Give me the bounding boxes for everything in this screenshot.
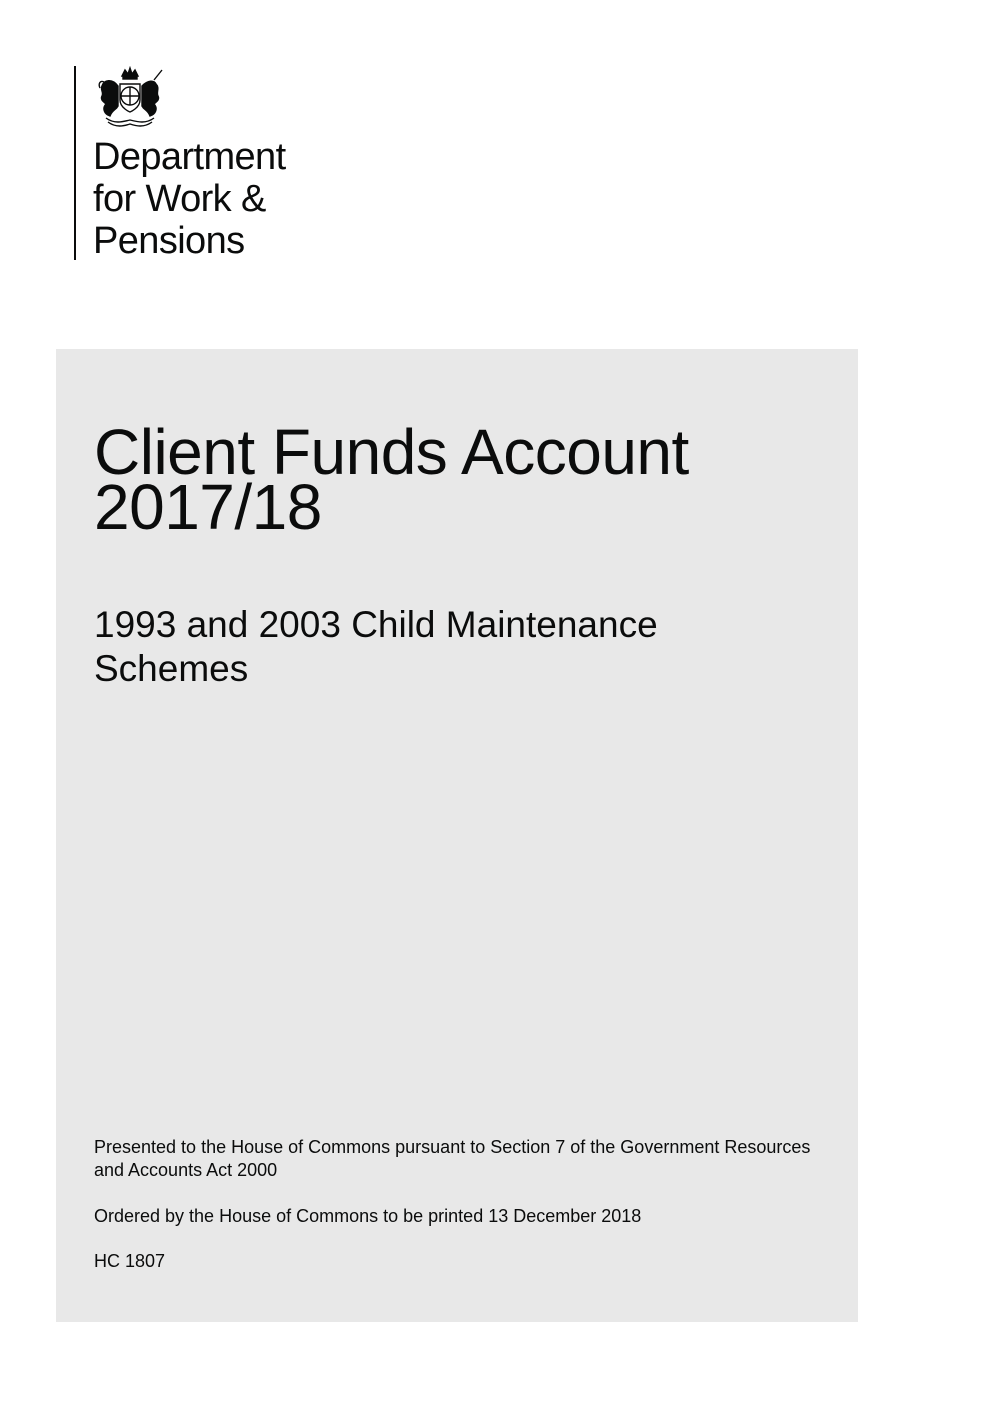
department-name	[93, 136, 286, 262]
department-name-line: Department	[93, 136, 286, 178]
ordered-statement: Ordered by the House of Commons to be printed 13 December 2018	[94, 1206, 642, 1226]
department-name-line: for Work &	[93, 178, 266, 220]
cover-panel	[56, 349, 858, 1322]
department-name-line: Pensions	[93, 220, 245, 262]
logo-divider-rule	[74, 66, 76, 260]
document-title-line: Client Funds Account	[94, 416, 689, 488]
royal-coat-of-arms-icon	[92, 66, 168, 128]
presented-statement: Presented to the House of Commons pursuant to Section 7 of the Government Resources and Accounts Act 2000	[94, 1137, 811, 1180]
document-subtitle: 1993 and 2003 Child Maintenance Schemes	[94, 604, 658, 689]
document-title	[94, 416, 689, 543]
document-title-line: 2017/18	[94, 471, 322, 543]
department-logo	[74, 66, 334, 260]
paper-number: HC 1807	[94, 1251, 166, 1271]
